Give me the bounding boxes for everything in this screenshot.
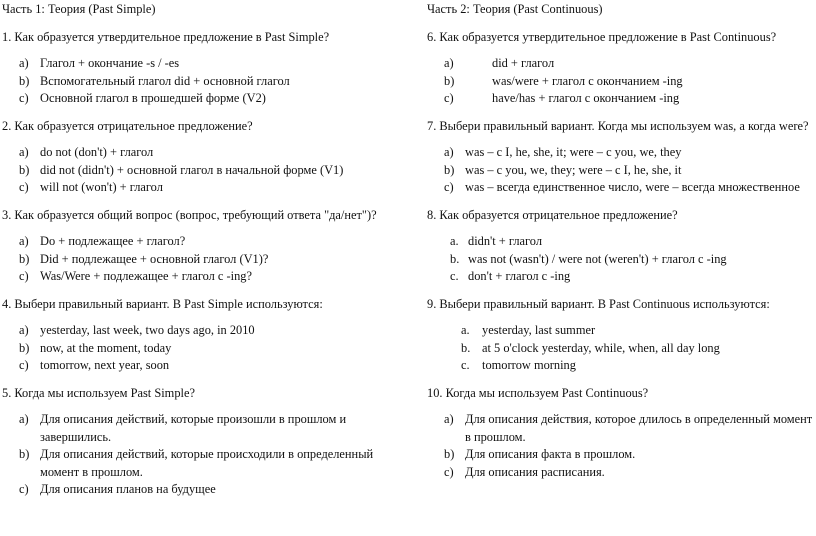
option-marker: c) (19, 358, 29, 372)
option-text: have/has + глагол с окончанием -ing (492, 91, 680, 105)
question-6-options (427, 55, 816, 108)
option-text: will not (won't) + глагол (40, 180, 163, 194)
option (461, 340, 816, 358)
option (444, 179, 816, 197)
option-marker: a) (19, 323, 29, 337)
option-marker: a) (19, 234, 29, 248)
option-text: was not (wasn't) / were not (weren't) + глагол с -ing (468, 251, 727, 266)
option (19, 322, 398, 340)
option-text: Для описания действий, которые происходили в определенный момент в прошлом. (40, 447, 374, 479)
option-marker: c) (19, 269, 29, 283)
option-text: was/were + глагол с окончанием -ing (492, 73, 683, 88)
option-marker: a. (461, 323, 470, 337)
option-text: don't + глагол с -ing (468, 269, 571, 283)
option-marker: a. (450, 234, 459, 248)
option-text: yesterday, last summer (482, 323, 596, 337)
option (19, 179, 398, 197)
question-10: 10. Когда мы используем Past Continuous? (427, 385, 649, 400)
option (19, 411, 398, 446)
option-text: tomorrow, next year, soon (40, 358, 170, 372)
option-marker: c) (19, 91, 29, 105)
question-10-options (427, 411, 816, 481)
option-text: Для описания факта в прошлом. (465, 447, 636, 461)
option-text: did not (didn't) + основной глагол в начальной форме (V1) (40, 162, 344, 177)
question-9: 9. Выбери правильный вариант. В Past Continuous используются: (427, 296, 770, 311)
option (444, 411, 816, 446)
option-text: Для описания расписания. (465, 464, 605, 479)
option-marker: a) (444, 145, 454, 159)
option-marker: b. (461, 340, 471, 355)
question-3-options (2, 233, 398, 286)
option-text: did + глагол (492, 56, 555, 70)
part2-title: Часть 2: Теория (Past Continuous) (427, 2, 603, 16)
option (19, 251, 398, 269)
part1-title: Часть 1: Теория (Past Simple) (2, 2, 156, 16)
question-9-options (427, 322, 816, 375)
option-marker: c) (444, 91, 454, 105)
option-text: was – с I, he, she, it; were – с you, we, they (465, 145, 682, 159)
option (450, 233, 816, 251)
option-text: Для описания действия, которое длилось в определенный момент в прошлом. (465, 412, 813, 444)
option (444, 446, 816, 464)
option-marker: c) (444, 464, 454, 479)
option (444, 464, 816, 482)
option (19, 73, 398, 91)
part2-column (427, 0, 816, 491)
option-marker: c. (461, 358, 470, 372)
option-text: tomorrow morning (482, 358, 576, 372)
option (19, 55, 398, 73)
question-1-options (2, 55, 398, 108)
option-marker: a) (19, 412, 29, 426)
option (19, 144, 398, 162)
option-text: now, at the moment, today (40, 340, 172, 355)
option (19, 162, 398, 180)
question-6: 6. Как образуется утвердительное предложение в Past Continuous? (427, 29, 777, 44)
option (19, 446, 398, 481)
question-5-options (2, 411, 398, 499)
option (19, 268, 398, 286)
part1-column (2, 0, 398, 509)
option (19, 340, 398, 358)
question-7-options (427, 144, 816, 197)
option (444, 90, 816, 108)
option-marker: a) (19, 145, 29, 159)
option (461, 357, 816, 375)
question-8: 8. Как образуется отрицательное предложение? (427, 207, 678, 222)
option-text: Для описания планов на будущее (40, 482, 216, 496)
question-2: 2. Как образуется отрицательное предложение? (2, 118, 253, 133)
question-2-options (2, 144, 398, 197)
option-text: yesterday, last week, two days ago, in 2010 (40, 323, 255, 337)
option (461, 322, 816, 340)
option-marker: c. (450, 269, 459, 283)
option (19, 357, 398, 375)
option-text: was – всегда единственное число, were – всегда множественное (465, 180, 800, 194)
option-text: was – с you, we, they; were – с I, he, she, it (465, 162, 682, 177)
option-marker: c) (444, 180, 454, 194)
option-marker: b) (19, 162, 30, 177)
option-marker: b) (19, 73, 30, 88)
option-marker: b) (444, 162, 455, 177)
option (450, 268, 816, 286)
option-marker: c) (19, 180, 29, 194)
option-marker: a) (444, 412, 454, 426)
option-marker: c) (19, 482, 29, 496)
option-marker: b) (444, 73, 455, 88)
question-3: 3. Как образуется общий вопрос (вопрос, требующий ответа "да/нет")? (2, 207, 377, 222)
option-text: Did + подлежащее + основной глагол (V1)? (40, 251, 269, 266)
option-marker: b) (19, 251, 30, 266)
option (19, 481, 398, 499)
option-marker: b) (19, 447, 30, 461)
option (19, 233, 398, 251)
option-marker: a) (444, 56, 454, 70)
option-text: Вспомогательный глагол did + основной глагол (40, 73, 290, 88)
option-text: didn't + глагол (468, 234, 543, 248)
option-marker: b) (19, 340, 30, 355)
option (444, 55, 816, 73)
question-4-options (2, 322, 398, 375)
question-1: 1. Как образуется утвердительное предложение в Past Simple? (2, 29, 330, 44)
option-marker: b. (450, 251, 460, 266)
question-8-options (427, 233, 816, 286)
option-marker: b) (444, 447, 455, 461)
option-text: at 5 o'clock yesterday, while, when, all day long (482, 340, 720, 355)
option (444, 162, 816, 180)
option (19, 90, 398, 108)
question-4: 4. Выбери правильный вариант. В Past Simple используются: (2, 296, 323, 311)
question-5: 5. Когда мы используем Past Simple? (2, 385, 195, 400)
option (444, 144, 816, 162)
option-text: Для описания действий, которые произошли в прошлом и завершились. (40, 412, 347, 444)
question-7: 7. Выбери правильный вариант. Когда мы используем was, а когда were? (427, 118, 809, 133)
option-text: Do + подлежащее + глагол? (40, 234, 186, 248)
option (444, 73, 816, 91)
option-text: Основной глагол в прошедшей форме (V2) (40, 91, 266, 105)
option-text: do not (don't) + глагол (40, 145, 154, 159)
option-text: Was/Were + подлежащее + глагол с -ing? (40, 269, 252, 283)
option-marker: a) (19, 56, 29, 70)
option-text: Глагол + окончание -s / -es (40, 56, 180, 70)
option (450, 251, 816, 269)
